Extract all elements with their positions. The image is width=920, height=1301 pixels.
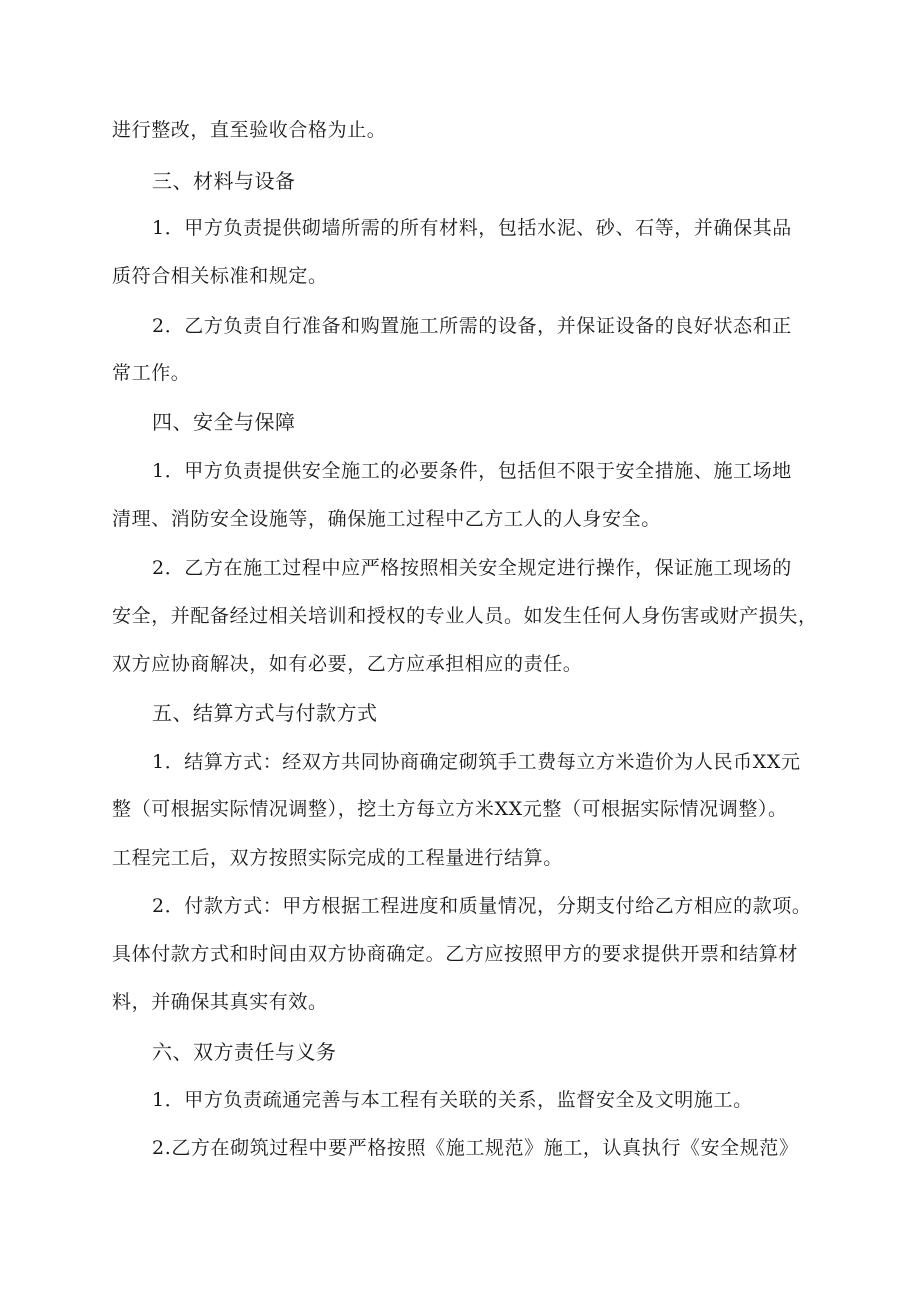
paragraph-line: 料，并确保其真实有效。 <box>112 991 328 1013</box>
paragraph-line: 安全，并配备经过相关培训和授权的专业人员。如发生任何人身伤害或财产损失， <box>112 605 818 627</box>
paragraph-line: 清理、消防安全设施等，确保施工过程中乙方工人的人身安全。 <box>112 508 661 530</box>
paragraph-line: 1．甲方负责提供砌墙所需的所有材料，包括水泥、砂、石等，并确保其品 <box>152 217 792 239</box>
section-heading-4: 四、安全与保障 <box>152 410 296 434</box>
section-heading-6: 六、双方责任与义务 <box>152 1040 337 1064</box>
paragraph-line: 质符合相关标准和规定。 <box>112 265 328 287</box>
paragraph-line: 进行整改，直至验收合格为止。 <box>112 119 387 141</box>
paragraph-line: 整（可根据实际情况调整），挖土方每立方米XX元整（可根据实际情况调整）。 <box>112 798 788 820</box>
paragraph-line: 双方应协商解决，如有必要，乙方应承担相应的责任。 <box>112 653 583 675</box>
paragraph-line: 工程完工后，双方按照实际完成的工程量进行结算。 <box>112 847 563 869</box>
paragraph-line: 2．乙方在施工过程中应严格按照相关安全规定进行操作，保证施工现场的 <box>152 557 792 579</box>
paragraph-line: 2．付款方式：甲方根据工程进度和质量情况，分期支付给乙方相应的款项。 <box>152 895 812 917</box>
paragraph-line: 1．甲方负责疏通完善与本工程有关联的关系，监督安全及文明施工。 <box>152 1089 753 1111</box>
section-heading-5: 五、结算方式与付款方式 <box>152 701 378 725</box>
section-heading-3: 三、材料与设备 <box>152 169 296 193</box>
paragraph-line: 1．结算方式：经双方共同协商确定砌筑手工费每立方米造价为人民币XX元 <box>152 751 801 773</box>
paragraph-line: 1．甲方负责提供安全施工的必要条件，包括但不限于安全措施、施工场地 <box>152 460 792 482</box>
paragraph-line: 2.乙方在砌筑过程中要严格按照《施工规范》施工，认真执行《安全规范》 <box>152 1137 799 1159</box>
paragraph-line: 2．乙方负责自行准备和购置施工所需的设备，并保证设备的良好状态和正 <box>152 315 792 337</box>
paragraph-line: 具体付款方式和时间由双方协商确定。乙方应按照甲方的要求提供开票和结算材 <box>112 943 799 965</box>
paragraph-line: 常工作。 <box>112 362 191 384</box>
